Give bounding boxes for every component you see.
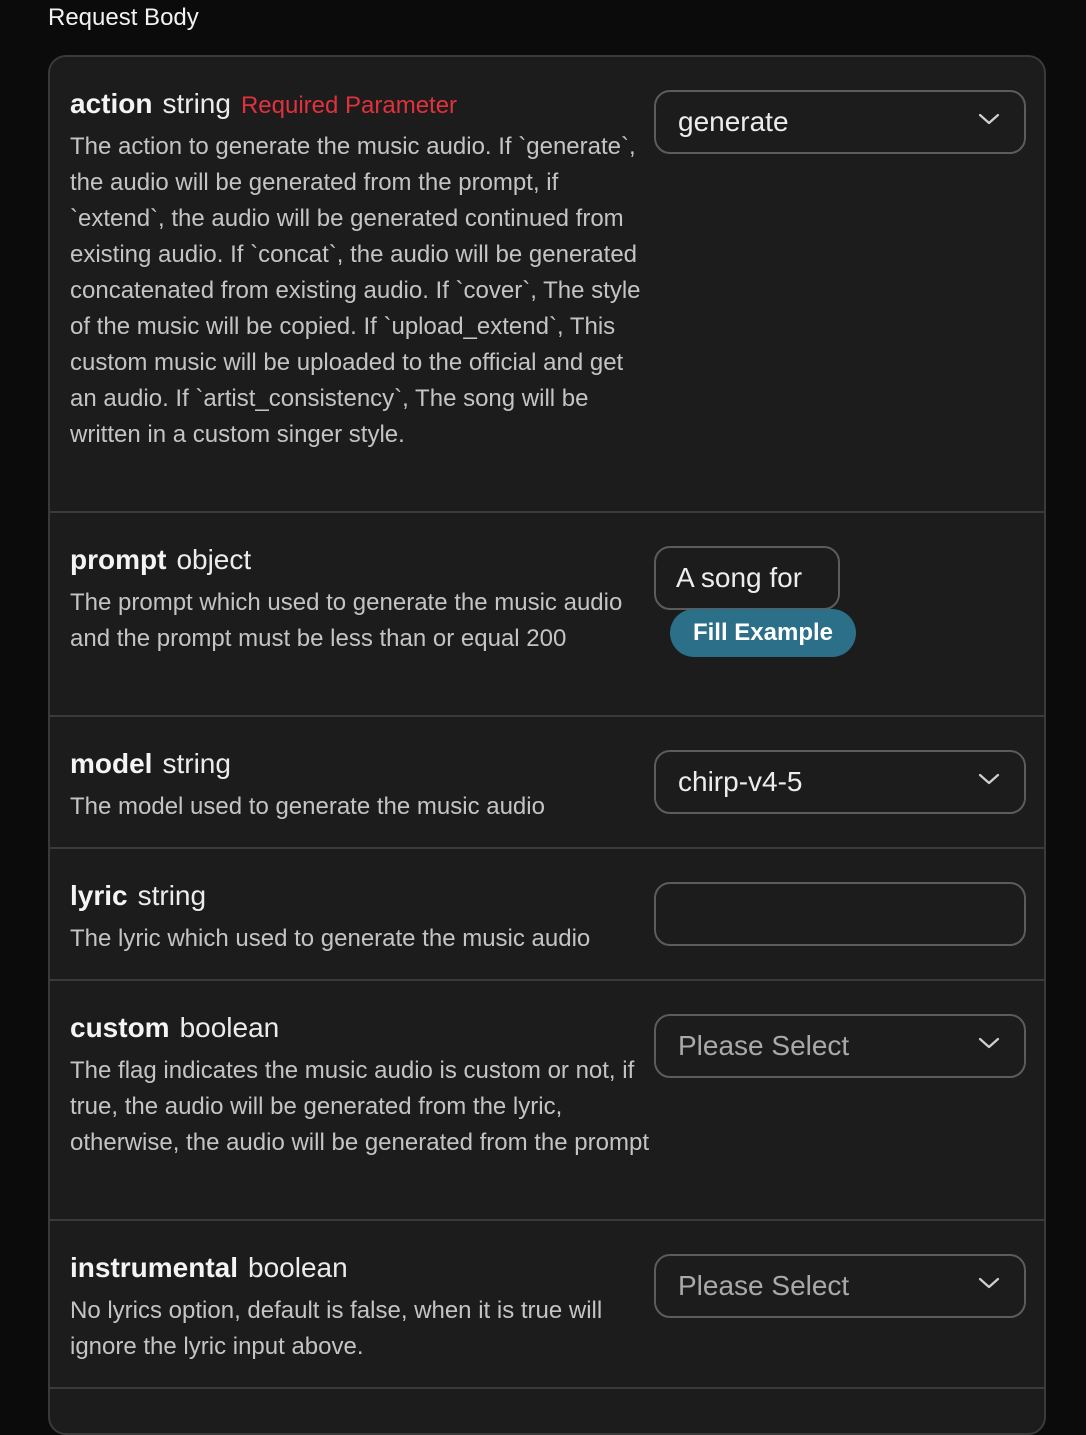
param-description: The lyric which used to generate the music audio	[70, 925, 591, 952]
custom-select[interactable]	[654, 1014, 1026, 1078]
lyric-input[interactable]	[654, 882, 1026, 946]
param-name: instrumental	[70, 1252, 239, 1283]
param-info	[70, 1011, 650, 1161]
chevron-down-icon	[978, 112, 1000, 126]
param-row-custom	[50, 981, 1044, 1221]
param-info	[70, 87, 650, 453]
param-name: prompt	[70, 544, 167, 575]
select-placeholder: Please Select	[678, 1030, 850, 1061]
param-row-lyric	[50, 849, 1044, 981]
param-info	[70, 747, 650, 825]
fill-example-button[interactable]: Fill Example	[670, 609, 856, 657]
param-description: The action to generate the music audio. If `generate`, the audio will be generated from the prompt, if `extend`, the audio will be generated continued from existing audio. If `concat`, the audio will be generated concatenated from existing audio. If `cover`, The style of the music will be copied. If `upload_extend`, This custom music will be uploaded to the official and get an audio. If `artist_consistency`, The song will be written in a custom singer style.	[70, 133, 641, 448]
param-info	[70, 879, 650, 957]
model-select[interactable]	[654, 750, 1026, 814]
param-type: object	[176, 544, 252, 575]
chevron-down-icon	[978, 1036, 1000, 1050]
param-description: The prompt which used to generate the music audio and the prompt must be less than or equal 200	[70, 589, 623, 652]
param-name: custom	[70, 1012, 170, 1043]
required-label: Required Parameter	[240, 92, 458, 119]
param-row-instrumental	[50, 1221, 1044, 1389]
input-value: A song for	[676, 562, 803, 593]
request-body-panel	[48, 55, 1046, 1435]
param-header	[70, 879, 650, 913]
param-info	[70, 543, 650, 657]
select-value: generate	[678, 106, 789, 137]
select-placeholder: Please Select	[678, 1270, 850, 1301]
prompt-input[interactable]	[654, 546, 840, 610]
param-row-action	[50, 57, 1044, 513]
param-row-model	[50, 717, 1044, 849]
param-header	[70, 1251, 650, 1285]
param-name: lyric	[70, 880, 128, 911]
param-description: The model used to generate the music audio	[70, 793, 545, 820]
param-name: action	[70, 88, 153, 119]
section-title: Request Body	[48, 4, 199, 31]
param-description: No lyrics option, default is false, when it is true will ignore the lyric input above.	[70, 1297, 603, 1360]
param-type: boolean	[179, 1012, 280, 1043]
chevron-down-icon	[978, 772, 1000, 786]
param-header	[70, 87, 650, 121]
select-value: chirp-v4-5	[678, 766, 803, 797]
param-type: boolean	[248, 1252, 348, 1283]
param-header	[70, 747, 650, 781]
param-info	[70, 1251, 650, 1365]
chevron-down-icon	[978, 1276, 1000, 1290]
param-type: string	[162, 748, 231, 779]
instrumental-select[interactable]	[654, 1254, 1026, 1318]
param-description: The flag indicates the music audio is custom or not, if true, the audio will be generated from the lyric, otherwise, the audio will be generated from the prompt	[70, 1057, 649, 1156]
param-header	[70, 543, 650, 577]
action-select[interactable]	[654, 90, 1026, 154]
param-header	[70, 1011, 650, 1045]
param-type: string	[137, 880, 207, 911]
param-row-prompt	[50, 513, 1044, 717]
param-name: model	[70, 748, 153, 779]
param-type: string	[162, 88, 231, 119]
